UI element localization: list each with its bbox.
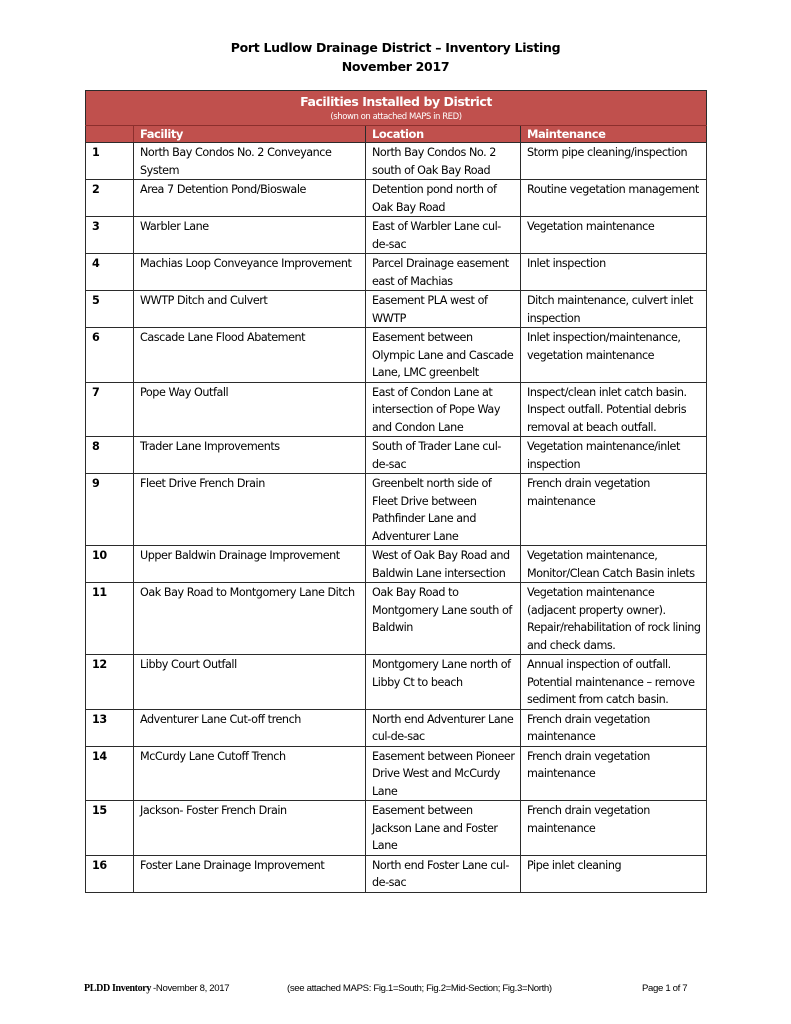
inventory-table (85, 90, 707, 893)
maintenance-cell: Vegetation maintenance (adjacent property owner). Repair/rehabilitation of rock lining and check dams. (521, 583, 707, 655)
row-number: 13 (86, 709, 134, 746)
facility-cell: Cascade Lane Flood Abatement (134, 328, 366, 383)
table-banner (86, 91, 707, 126)
banner-title: Facilities Installed by District (300, 94, 492, 109)
row-number: 5 (86, 291, 134, 328)
table-row (86, 143, 707, 180)
facility-cell: Pope Way Outfall (134, 382, 366, 437)
column-header-number (86, 126, 134, 143)
maintenance-cell: Vegetation maintenance (521, 217, 707, 254)
location-cell: Easement between Jackson Lane and Foster Lane (366, 801, 521, 856)
facility-cell: Trader Lane Improvements (134, 437, 366, 474)
location-cell: Easement between Pioneer Drive West and McCurdy Lane (366, 746, 521, 801)
maintenance-cell: Annual inspection of outfall. Potential maintenance – remove sediment from catch basin. (521, 655, 707, 710)
facility-cell: Machias Loop Conveyance Improvement (134, 254, 366, 291)
facility-cell: Jackson- Foster French Drain (134, 801, 366, 856)
table-row (86, 382, 707, 437)
maintenance-cell: Inlet inspection (521, 254, 707, 291)
maintenance-cell: Vegetation maintenance, Monitor/Clean Catch Basin inlets (521, 546, 707, 583)
column-header-maintenance: Maintenance (521, 126, 707, 143)
facility-cell: Warbler Lane (134, 217, 366, 254)
row-number: 7 (86, 382, 134, 437)
location-cell: East of Warbler Lane cul-de-sac (366, 217, 521, 254)
location-cell: Montgomery Lane north of Libby Ct to beach (366, 655, 521, 710)
table-row (86, 328, 707, 383)
document-title: Port Ludlow Drainage District – Inventory Listing (230, 40, 561, 55)
table-row (86, 437, 707, 474)
location-cell: North Bay Condos No. 2 south of Oak Bay Road (366, 143, 521, 180)
table-row (86, 655, 707, 710)
location-cell: Parcel Drainage easement east of Machias (366, 254, 521, 291)
row-number: 11 (86, 583, 134, 655)
row-number: 1 (86, 143, 134, 180)
column-header-facility: Facility (134, 126, 366, 143)
footer-page-number: Page 1 of 7 (642, 983, 688, 994)
footer-doc-name: PLDD Inventory (84, 983, 152, 994)
maintenance-cell: French drain vegetation maintenance (521, 801, 707, 856)
facility-cell: Fleet Drive French Drain (134, 474, 366, 546)
row-number: 16 (86, 855, 134, 892)
maintenance-cell: French drain vegetation maintenance (521, 709, 707, 746)
location-cell: North end Foster Lane cul-de-sac (366, 855, 521, 892)
document-subtitle: November 2017 (341, 59, 450, 74)
table-row (86, 855, 707, 892)
table-row (86, 291, 707, 328)
banner-subtitle: (shown on attached MAPS in RED) (330, 112, 462, 122)
table-row (86, 180, 707, 217)
facility-cell: Adventurer Lane Cut-off trench (134, 709, 366, 746)
maintenance-cell: Routine vegetation management (521, 180, 707, 217)
location-cell: Easement PLA west of WWTP (366, 291, 521, 328)
row-number: 14 (86, 746, 134, 801)
table-row (86, 709, 707, 746)
page-footer (84, 983, 704, 994)
table-row (86, 546, 707, 583)
location-cell: Oak Bay Road to Montgomery Lane south of Baldwin (366, 583, 521, 655)
column-header-location: Location (366, 126, 521, 143)
row-number: 10 (86, 546, 134, 583)
table-row (86, 254, 707, 291)
column-header-row (86, 126, 707, 143)
maintenance-cell: Vegetation maintenance/inlet inspection (521, 437, 707, 474)
row-number: 15 (86, 801, 134, 856)
table-row (86, 746, 707, 801)
facility-cell: Area 7 Detention Pond/Bioswale (134, 180, 366, 217)
footer-date: -November 8, 2017 (153, 983, 230, 994)
maintenance-cell: Inlet inspection/maintenance, vegetation maintenance (521, 328, 707, 383)
maintenance-cell: Pipe inlet cleaning (521, 855, 707, 892)
row-number: 3 (86, 217, 134, 254)
location-cell: West of Oak Bay Road and Baldwin Lane intersection (366, 546, 521, 583)
location-cell: Detention pond north of Oak Bay Road (366, 180, 521, 217)
row-number: 4 (86, 254, 134, 291)
maintenance-cell: Ditch maintenance, culvert inlet inspection (521, 291, 707, 328)
table-row (86, 217, 707, 254)
facility-cell: Libby Court Outfall (134, 655, 366, 710)
facility-cell: North Bay Condos No. 2 Conveyance System (134, 143, 366, 180)
location-cell: South of Trader Lane cul-de-sac (366, 437, 521, 474)
row-number: 12 (86, 655, 134, 710)
table-row (86, 474, 707, 546)
row-number: 6 (86, 328, 134, 383)
table-row (86, 801, 707, 856)
document-heading (0, 38, 791, 76)
location-cell: North end Adventurer Lane cul-de-sac (366, 709, 521, 746)
facility-cell: McCurdy Lane Cutoff Trench (134, 746, 366, 801)
row-number: 2 (86, 180, 134, 217)
location-cell: East of Condon Lane at intersection of Pope Way and Condon Lane (366, 382, 521, 437)
facility-cell: Foster Lane Drainage Improvement (134, 855, 366, 892)
row-number: 9 (86, 474, 134, 546)
facility-cell: WWTP Ditch and Culvert (134, 291, 366, 328)
table-row (86, 583, 707, 655)
facility-cell: Oak Bay Road to Montgomery Lane Ditch (134, 583, 366, 655)
maintenance-cell: Storm pipe cleaning/inspection (521, 143, 707, 180)
maintenance-cell: French drain vegetation maintenance (521, 474, 707, 546)
maintenance-cell: French drain vegetation maintenance (521, 746, 707, 801)
row-number: 8 (86, 437, 134, 474)
location-cell: Greenbelt north side of Fleet Drive between Pathfinder Lane and Adventurer Lane (366, 474, 521, 546)
footer-maps-note: (see attached MAPS: Fig.1=South; Fig.2=Mid-Section; Fig.3=North) (287, 983, 552, 994)
facility-cell: Upper Baldwin Drainage Improvement (134, 546, 366, 583)
maintenance-cell: Inspect/clean inlet catch basin. Inspect outfall. Potential debris removal at beach outfall. (521, 382, 707, 437)
location-cell: Easement between Olympic Lane and Cascade Lane, LMC greenbelt (366, 328, 521, 383)
table-banner-row (86, 91, 707, 126)
